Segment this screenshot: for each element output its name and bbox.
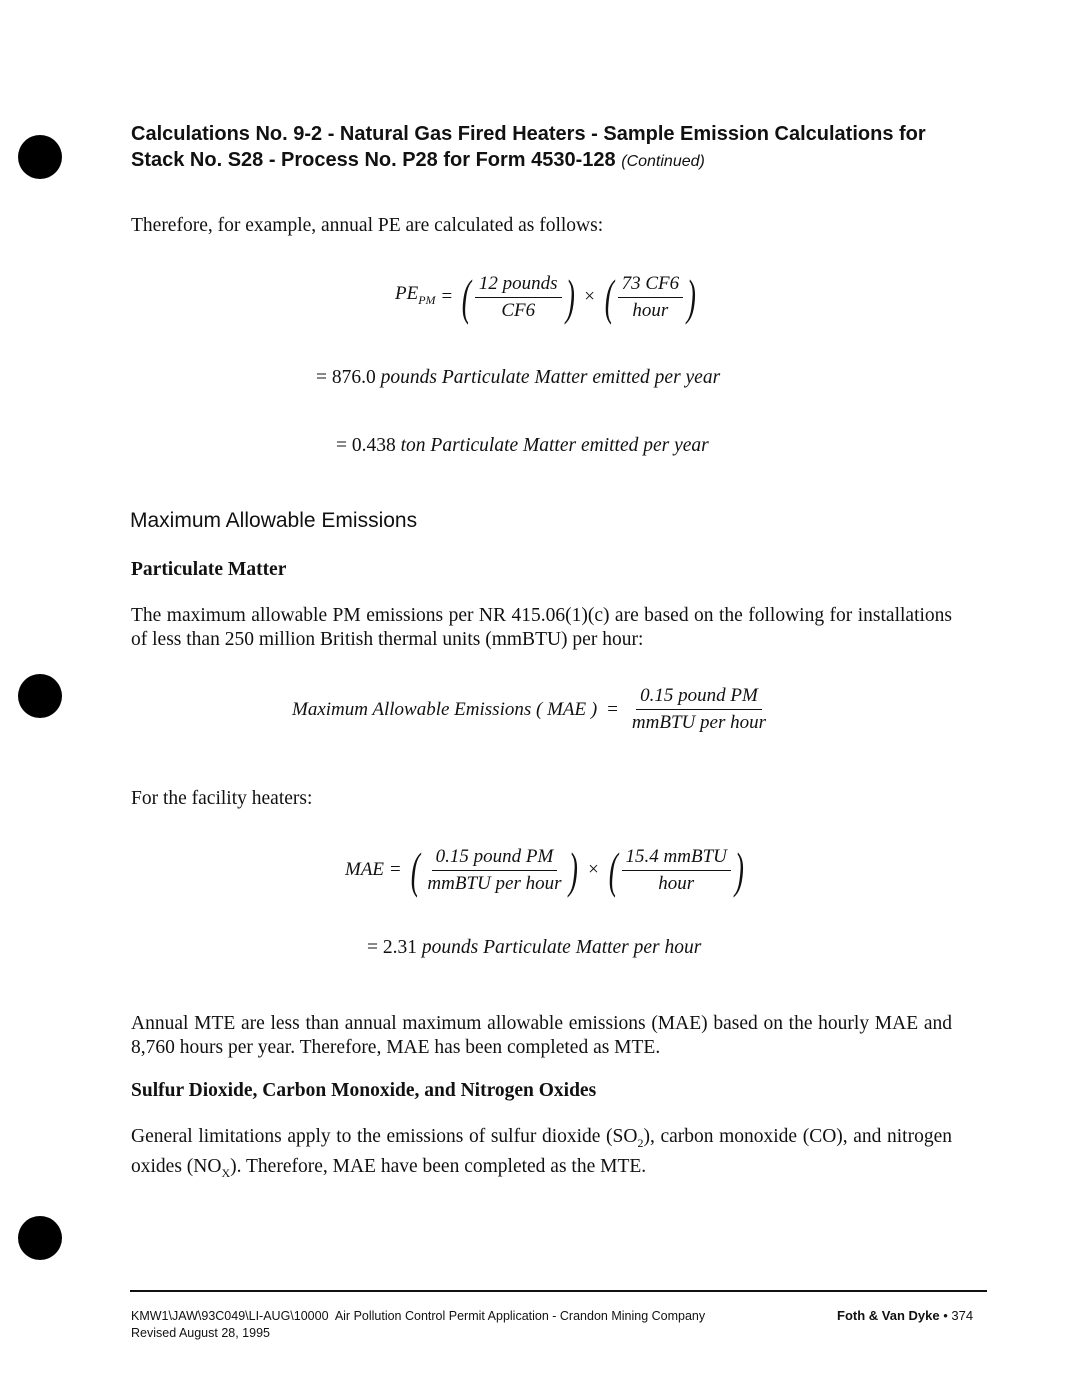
title-line-2-text: Stack No. S28 - Process No. P28 for Form 4530-128 bbox=[131, 149, 616, 171]
subheading-particulate-matter: Particulate Matter bbox=[131, 559, 287, 580]
equation-mae-definition: Maximum Allowable Emissions ( MAE ) = $\frac{\text{0.15 pound PM}}{\text{mmBTU per hour}}$ bbox=[292, 685, 770, 734]
subheading-sox-co-nox: Sulfur Dioxide, Carbon Monoxide, and Nitrogen Oxides bbox=[131, 1080, 597, 1101]
binder-hole-top bbox=[18, 135, 62, 179]
eq3-result: = 2.31 pounds Particulate Matter per hour bbox=[367, 937, 702, 958]
binder-hole-middle bbox=[18, 674, 62, 718]
title-line-1: Calculations No. 9-2 - Natural Gas Fired Heaters - Sample Emission Calculations for bbox=[131, 123, 926, 145]
footer-path: KMW1\JAW\93C049\LI-AUG\10000 bbox=[131, 1309, 329, 1323]
eq1-result-pounds: = 876.0 pounds Particulate Matter emitted per year bbox=[316, 367, 721, 388]
section-heading-mae: Maximum Allowable Emissions bbox=[130, 509, 418, 532]
intro-text: Therefore, for example, annual PE are calculated as follows: bbox=[131, 215, 604, 236]
eq1-lhs: $PE_{PM}$ bbox=[395, 283, 436, 307]
eq1-fraction-2: $\frac{73 CF6}{\text{hour}}$ bbox=[618, 273, 684, 322]
title-line-2 bbox=[131, 147, 991, 175]
footer-revised: Revised August 28, 1995 bbox=[131, 1326, 270, 1340]
eq2-fraction: $\frac{\text{0.15 pound PM}}{\text{mmBTU per hour}}$ bbox=[631, 685, 766, 733]
facility-intro: For the facility heaters: bbox=[131, 788, 313, 809]
footer-firm: Foth & Van Dyke bbox=[837, 1308, 940, 1323]
pm-paragraph: The maximum allowable PM emissions per NR 415.06(1)(c) are based on the following for installations of less than 250 million British thermal units (mmBTU) per hour: bbox=[131, 605, 952, 650]
sox-paragraph: General limitations apply to the emissions of sulfur dioxide $(SO_2)$, carbon monoxide (CO), and nitrogen oxides $(NO_X)$. Therefore, MAE have been completed as the MTE. bbox=[131, 1126, 952, 1180]
eq1-result-tons: = 0.438 ton Particulate Matter emitted per year bbox=[336, 435, 709, 456]
binder-hole-bottom bbox=[18, 1216, 62, 1260]
title-continued: (Continued) bbox=[621, 153, 705, 170]
equation-mae-facility: MAE = ( $\frac{\text{0.15 pound PM}}{\text{mmBTU per hour}}$ ) × ( $\frac{\text{15.4 mmBTU}}{\text{hour}}$ ) bbox=[345, 842, 744, 898]
page-title bbox=[131, 121, 991, 175]
eq3-fraction-2: $\frac{\text{15.4 mmBTU}}{\text{hour}}$ bbox=[622, 846, 731, 895]
footer-page-number: 374 bbox=[951, 1308, 974, 1323]
footer-right bbox=[837, 1307, 973, 1324]
footer-bullet: • bbox=[943, 1308, 948, 1323]
footer-rule bbox=[130, 1290, 987, 1292]
eq1-fraction-1: $\frac{\text{12 pounds}}{CF6}$ bbox=[475, 273, 562, 322]
footer-doc-title: Air Pollution Control Permit Application - Crandon Mining Company bbox=[334, 1309, 706, 1323]
annual-paragraph: Annual MTE are less than annual maximum allowable emissions (MAE) based on the hourly MAE and 8,760 hours per year. Therefore, MAE has been completed as MTE. bbox=[131, 1013, 952, 1058]
footer-left bbox=[131, 1308, 705, 1342]
eq3-fraction-1: $\frac{\text{0.15 pound PM}}{\text{mmBTU per hour}}$ bbox=[427, 845, 562, 894]
equation-pe: $PE_{PM}$ = ( $\frac{\text{12 pounds}}{CF6}$ ) × ( $\frac{73 CF6}{\text{hour}}$ ) bbox=[395, 269, 697, 325]
